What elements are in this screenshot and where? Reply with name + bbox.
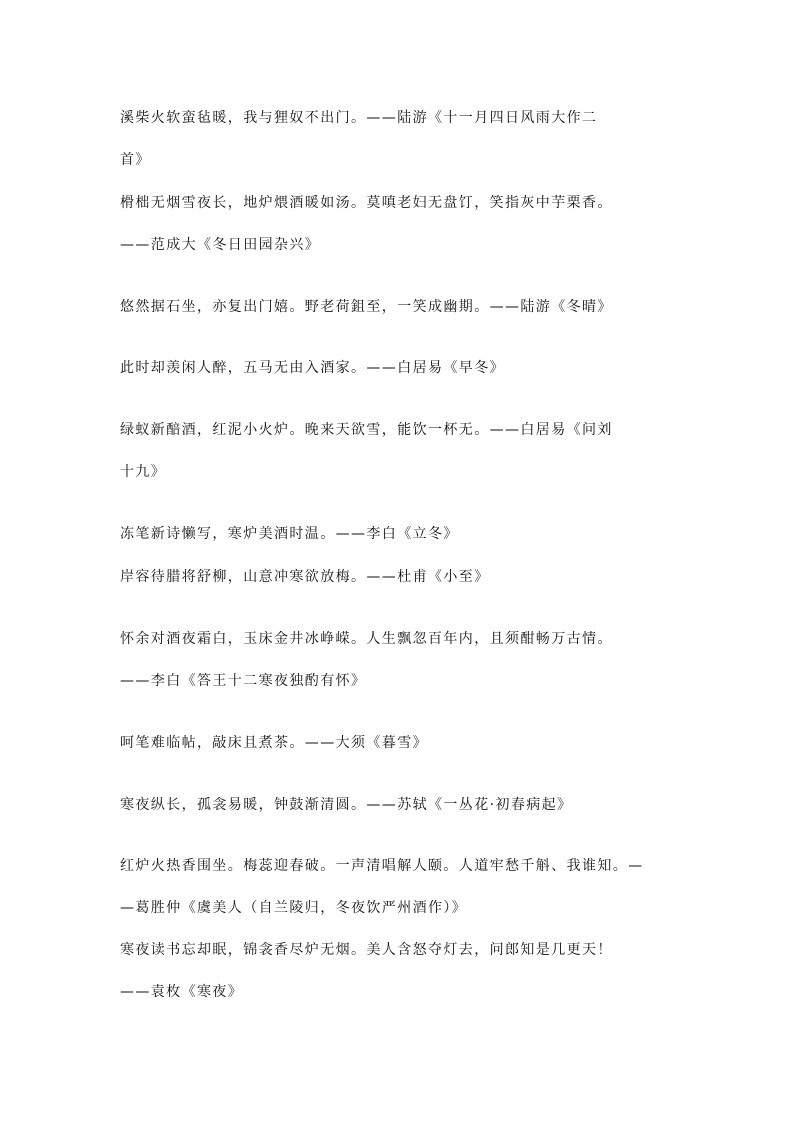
text-line: 榾柮无烟雪夜长，地炉煨酒暖如汤。莫嗔老妇无盘饤，笑指灰中芋栗香。 [120, 195, 613, 211]
text-line: 此时却羡闲人醉，五马无由入酒家。——白居易《早冬》 [120, 360, 505, 376]
text-line: 冻笔新诗懒写，寒炉美酒时温。——李白《立冬》 [120, 526, 459, 542]
text-line: 红炉火热香围坐。梅蕊迎春破。一声清唱解人颐。人道牢愁千斛、我谁知。— [120, 858, 644, 874]
text-line: ——李白《答王十二寒夜独酌有怀》 [120, 673, 367, 689]
text-line: 岸容待腊将舒柳，山意冲寒欲放梅。——杜甫《小至》 [120, 569, 490, 585]
text-line: ——范成大《冬日田园杂兴》 [120, 237, 321, 253]
text-line: 呵笔难临帖，敲床且煮茶。——大须《暮雪》 [120, 735, 428, 751]
text-line: 寒夜读书忘却眠，锦衾香尽炉无烟。美人含怒夺灯去，问郎知是几更天！ [120, 942, 613, 958]
text-line: 首》 [120, 152, 151, 168]
text-line: 溪柴火软蛮毡暖，我与狸奴不出门。——陆游《十一月四日风雨大作二 [120, 110, 598, 126]
text-line: 十九》 [120, 464, 167, 480]
text-line: ——袁枚《寒夜》 [120, 984, 244, 1000]
text-line: 怀余对酒夜霜白，玉床金井冰峥嵘。人生飘忽百年内，且须酣畅万古情。 [120, 631, 613, 647]
text-line: 寒夜纵长，孤衾易暖，钟鼓渐清圆。——苏轼《一丛花·初春病起》 [120, 797, 573, 813]
text-line: —葛胜仲《虞美人（自兰陵归，冬夜饮严州酒作）》 [120, 900, 468, 916]
text-line: 悠然据石坐，亦复出门嬉。野老荷鉏至，一笑成幽期。——陆游《冬晴》 [120, 299, 613, 315]
text-line: 绿蚁新醅酒，红泥小火炉。晚来天欲雪，能饮一杯无。——白居易《问刘 [120, 422, 613, 438]
